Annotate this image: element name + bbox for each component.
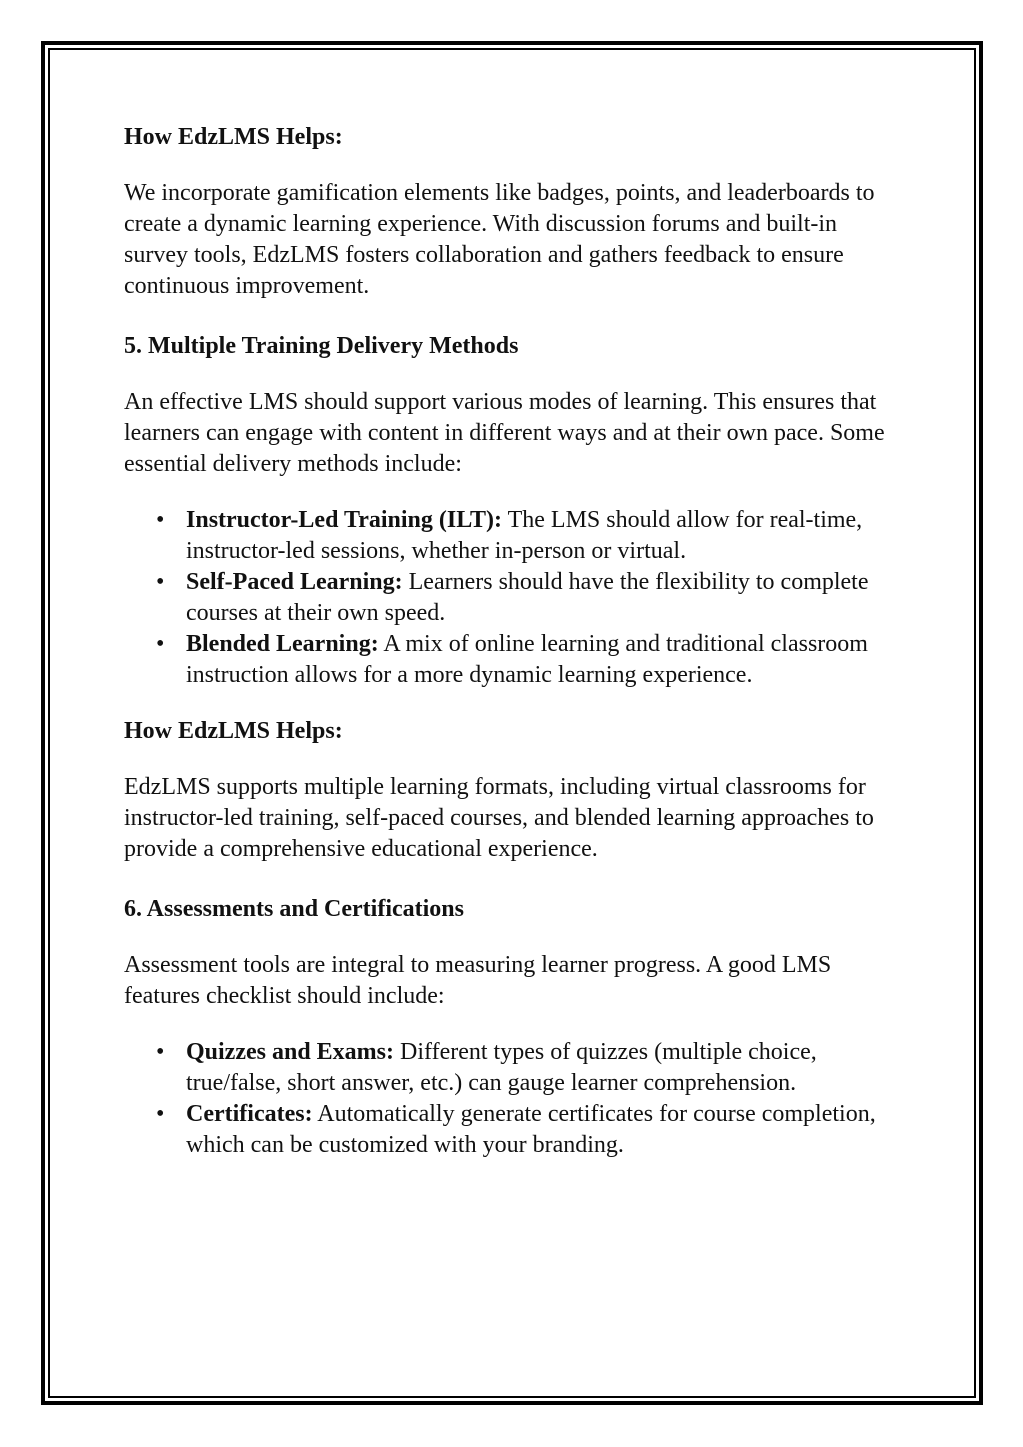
list-item-term: Quizzes and Exams:: [186, 1039, 395, 1065]
section-paragraph: Assessment tools are integral to measuring learner progress. A good LMS features checklist should include:: [124, 952, 832, 1009]
section-paragraph: An effective LMS should support various modes of learning. This ensures that learners can engage with content in different ways and at their own pace. Some essential delivery methods include:: [124, 389, 885, 477]
list-item: [124, 1099, 904, 1161]
bullet-list: [124, 1037, 904, 1161]
bullet-icon: •: [156, 569, 165, 595]
bullet-icon: •: [156, 507, 165, 533]
bullet-icon: •: [156, 631, 165, 657]
bullet-icon: •: [156, 1101, 165, 1127]
bullet-icon: •: [156, 1039, 165, 1065]
list-item-text: Different types of quizzes (multiple choice, true/false, short answer, etc.) can gauge learner comprehension.: [186, 1039, 817, 1096]
list-item: [124, 1037, 904, 1099]
list-item-term: Self-Paced Learning:: [186, 569, 403, 595]
section-heading: How EdzLMS Helps:: [124, 124, 343, 150]
list-item-text: Learners should have the flexibility to complete courses at their own speed.: [186, 569, 869, 626]
bullet-list: [124, 505, 904, 691]
list-item: [124, 567, 904, 629]
list-item: [124, 629, 904, 691]
section-heading: How EdzLMS Helps:: [124, 718, 343, 744]
section-heading: 6. Assessments and Certifications: [124, 896, 464, 922]
list-item-text: A mix of online learning and traditional classroom instruction allows for a more dynamic learning experience.: [186, 631, 868, 688]
document-body: [124, 122, 904, 1161]
section-paragraph: EdzLMS supports multiple learning formats, including virtual classrooms for instructor-led training, self-paced courses, and blended learning approaches to provide a comprehensive educational experience.: [124, 774, 874, 862]
list-item-text: Automatically generate certificates for course completion, which can be customized with your branding.: [186, 1101, 876, 1158]
section-paragraph: We incorporate gamification elements like badges, points, and leaderboards to create a dynamic learning experience. With discussion forums and built-in survey tools, EdzLMS fosters collaboration and gathers feedback to ensure continuous improvement.: [124, 180, 875, 299]
list-item-term: Instructor-Led Training (ILT):: [186, 507, 503, 533]
section-heading: 5. Multiple Training Delivery Methods: [124, 333, 519, 359]
list-item-term: Blended Learning:: [186, 631, 379, 657]
list-item-text: The LMS should allow for real-time, instructor-led sessions, whether in-person or virtual.: [186, 507, 863, 564]
list-item-term: Certificates:: [186, 1101, 313, 1127]
list-item: [124, 505, 904, 567]
